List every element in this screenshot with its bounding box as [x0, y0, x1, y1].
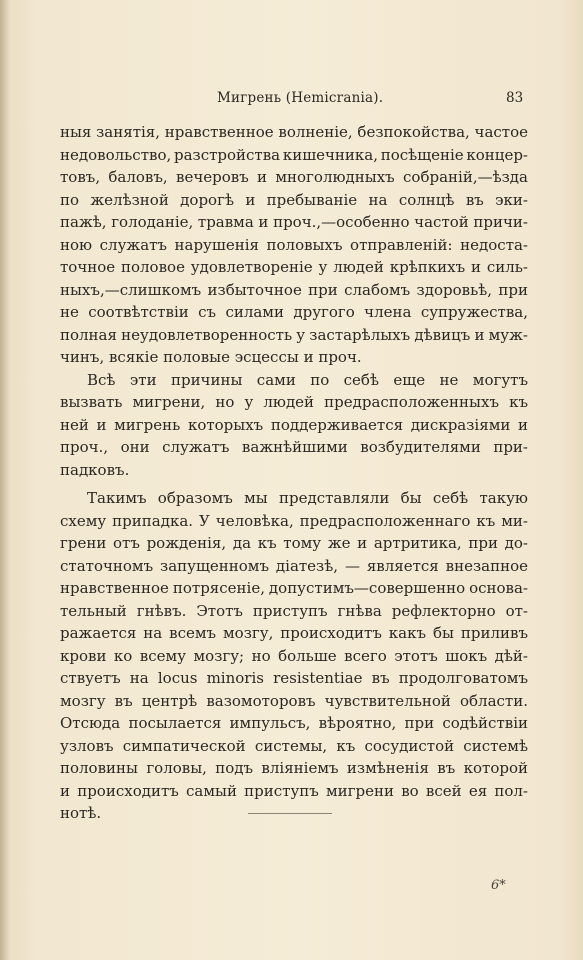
running-head: Мигрень (Hemicrania). — [217, 90, 384, 106]
text-line: тельный гнѣвъ. Этотъ приступъ гнѣва рефлекторно от- — [60, 601, 528, 620]
text-line: пажѣ, голоданіе, травма и проч.,—особенно частой причи- — [60, 213, 528, 231]
text-line: вызвать мигрени, но у людей предрасположенныхъ къ — [60, 393, 528, 411]
text-line: товъ, баловъ, вечеровъ и многолюдныхъ собраній,—ѣзда — [60, 168, 528, 186]
text-line: схему припадка. У человѣка, предрасположеннаго къ ми- — [60, 511, 528, 530]
page-number: 83 — [506, 90, 524, 106]
text-line: недовольство, разстройства кишечника, посѣщеніе концер- — [60, 145, 528, 164]
text-line: узловъ симпатической системы, къ сосудистой системѣ — [60, 736, 528, 755]
text-line: нравственное потрясеніе, допустимъ—совершенно основа- — [60, 579, 528, 597]
paragraph-first-line: Такимъ образомъ мы представляли бы себѣ такую — [87, 489, 528, 507]
paragraph-first-line: Всѣ эти причины сами по себѣ еще не могутъ — [87, 370, 528, 389]
gutter-shadow — [0, 0, 10, 960]
text-line: полная неудовлетворенность у застарѣлыхъ дѣвицъ и муж- — [60, 325, 528, 344]
text-line: половины головы, подъ вліяніемъ измѣненія въ которой — [60, 759, 528, 777]
text-line: ныя занятія, нравственное волненіе, безпокойства, частое — [60, 123, 528, 141]
text-line: ныхъ,—слишкомъ избыточное при слабомъ здоровьѣ, при — [60, 280, 528, 299]
text-line: крови ко всему мозгу; но больше всего этотъ шокъ дѣй- — [60, 646, 528, 665]
text-line: точное половое удовлетвореніе у людей крѣпкихъ и силь- — [60, 258, 528, 276]
text-line: Отсюда посылается импульсъ, вѣроятно, при содѣйствіи — [60, 714, 528, 732]
text-line: мозгу въ центрѣ вазомоторовъ чувствительной области. — [60, 691, 528, 710]
text-line: ною служатъ нарушенія половыхъ отправленій: недоста- — [60, 235, 528, 254]
text-line: проч., они служатъ важнѣйшими возбудителями при- — [60, 438, 528, 456]
body-text — [60, 121, 528, 825]
text-line: нотѣ. — [60, 804, 102, 822]
section-divider — [248, 813, 332, 814]
text-line: падковъ. — [60, 460, 130, 479]
text-line: не соотвѣтствіи съ силами другого члена супружества, — [60, 303, 528, 321]
signature-mark: 6* — [491, 878, 506, 893]
text-line: ней и мигрень которыхъ поддерживается дискразіями и — [60, 415, 528, 434]
text-line: ствуетъ на locus minoris resistentiae въ продолговатомъ — [60, 669, 528, 687]
text-line: статочномъ запущенномъ діатезѣ, — является внезапное — [60, 556, 528, 575]
text-line: грени отъ рожденія, да къ тому же и артритика, при до- — [60, 534, 528, 552]
text-line: ражается на всемъ мозгу, происходитъ какъ бы приливъ — [60, 624, 528, 642]
text-line: и происходитъ самый приступъ мигрени во всей ея пол- — [60, 781, 528, 800]
text-line: чинъ, всякіе половые эсцессы и проч. — [60, 348, 362, 366]
text-line: по желѣзной дорогѣ и пребываніе на солнцѣ въ эки- — [60, 190, 528, 209]
